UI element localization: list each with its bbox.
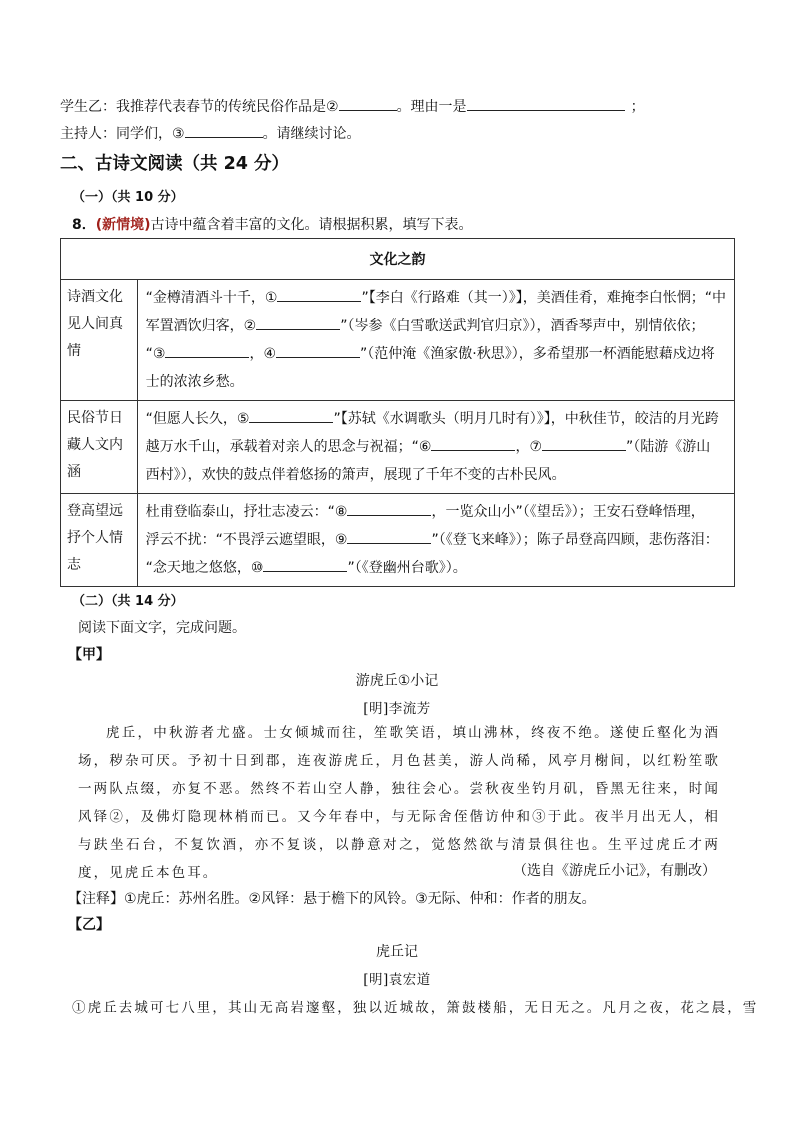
answer-blank-5[interactable] [249, 407, 333, 423]
row-category: 诗酒文化见人间真情 [61, 280, 138, 401]
answer-blank-7[interactable] [542, 435, 626, 451]
subsection-2: （二）（共 14 分） [72, 594, 184, 609]
answer-blank-3b[interactable] [165, 342, 249, 358]
answer-blank-reason[interactable] [467, 95, 625, 111]
passage-a-source: （选自《游虎丘小记》，有删改） [513, 863, 716, 879]
passage-a-author: [明]李流芳 [363, 701, 431, 717]
answer-blank-1[interactable] [277, 286, 361, 302]
dialogue-line-host: 主持人：同学们，③ 。请继续讨论。 [60, 122, 361, 143]
culture-table [60, 238, 735, 587]
answer-blank-6[interactable] [431, 435, 515, 451]
answer-blank-10[interactable] [263, 556, 347, 572]
passage-a-label: 【甲】 [68, 647, 110, 663]
answer-blank-2[interactable] [339, 95, 397, 111]
passage-b-author: [明]袁宏道 [363, 972, 431, 988]
question-8: 8．(新情境)古诗中蕴含着丰富的文化。请根据积累，填写下表。 [72, 217, 473, 233]
answer-blank-9[interactable] [347, 528, 431, 544]
reading-instruction: 阅读下面文字，完成问题。 [78, 620, 246, 636]
passage-b-title: 虎丘记 [376, 944, 418, 960]
table-row [61, 280, 735, 401]
answer-blank-8[interactable] [347, 500, 431, 516]
table-row [61, 401, 735, 494]
table-header: 文化之韵 [61, 239, 735, 280]
section-title: 二、古诗文阅读（共 24 分） [60, 154, 290, 174]
row-content: “金樽清酒斗十千，① ”【李白《行路难（其一）》】，美酒佳肴，难掩李白怅惘；“中 军置酒饮归客，② ”（岑参《白雪歌送武判官归京》），酒香琴声中，别情依依； “③ ，④ ”（范仲淹《渔家傲·秋思》），多希望那一杯酒能慰藉戍边将 士的浓浓乡愁。 [137, 280, 734, 401]
answer-blank-4[interactable] [276, 342, 360, 358]
row-content: 杜甫登临泰山，抒壮志凌云：“⑧ ，一览众山小”（《望岳》）；王安石登峰悟理， 浮云不扰：“不畏浮云遮望眼，⑨ ”（《登飞来峰》）；陈子昂登高四顾，悲伤落泪： “念天地之悠悠，⑩ ”（《登幽州台歌》）。 [137, 494, 734, 587]
answer-blank-3[interactable] [185, 122, 263, 138]
row-category: 民俗节日藏人文内涵 [61, 401, 138, 494]
passage-b-label: 【乙】 [68, 917, 110, 933]
passage-a-notes: 【注释】①虎丘：苏州名胜。②风铎：悬于檐下的风铃。③无际、仲和：作者的朋友。 [68, 891, 596, 907]
table-row [61, 494, 735, 587]
row-content: “但愿人长久，⑤ ”【苏轼《水调歌头（明月几时有）》】，中秋佳节，皎洁的月光跨 越万水千山，承载着对亲人的思念与祝福；“⑥ ，⑦ ”（陆游《游山 西村》），欢快的鼓点伴着悠扬的箫声，展现了千年不变的古朴民风。 [137, 401, 734, 494]
dialogue-line-student: 学生乙：我推荐代表春节的传统民俗作品是② 。理由一是 ； [60, 95, 645, 116]
row-category: 登高望远抒个人情志 [61, 494, 138, 587]
subsection-1: （一）（共 10 分） [72, 190, 184, 205]
new-situation-tag: (新情境) [95, 217, 151, 233]
passage-a-title: 游虎丘①小记 [355, 673, 439, 689]
passage-a-text: 虎丘，中秋游者尤盛。士女倾城而往，笙歌笑语，填山沸林，终夜不绝。遂使丘壑化为酒场，秽杂可厌。予初十日到郡，连夜游虎丘，月色甚美，游人尚稀，风亭月榭间，以红粉笙歌一两队点缀，亦复不恶。然终不若山空人静，独往会心。尝秋夜坐钓月矶，昏黑无往来，时闻风铎②，及佛灯隐现林梢而已。又今年春中，与无际舍侄偕访仲和③于此。夜半月出无人，相与趺坐石台，不复饮酒，亦不复谈，以静意对之，觉悠然欲与清景俱往也。生平过虎丘才两度，见虎丘本色耳。 [78, 725, 720, 881]
answer-blank-2b[interactable] [256, 314, 340, 330]
passage-b-text: ①虎丘去城可七八里，其山无高岩邃壑，独以近城故，箫鼓楼船，无日无之。凡月之夜，花之晨，雪 [72, 1000, 759, 1016]
